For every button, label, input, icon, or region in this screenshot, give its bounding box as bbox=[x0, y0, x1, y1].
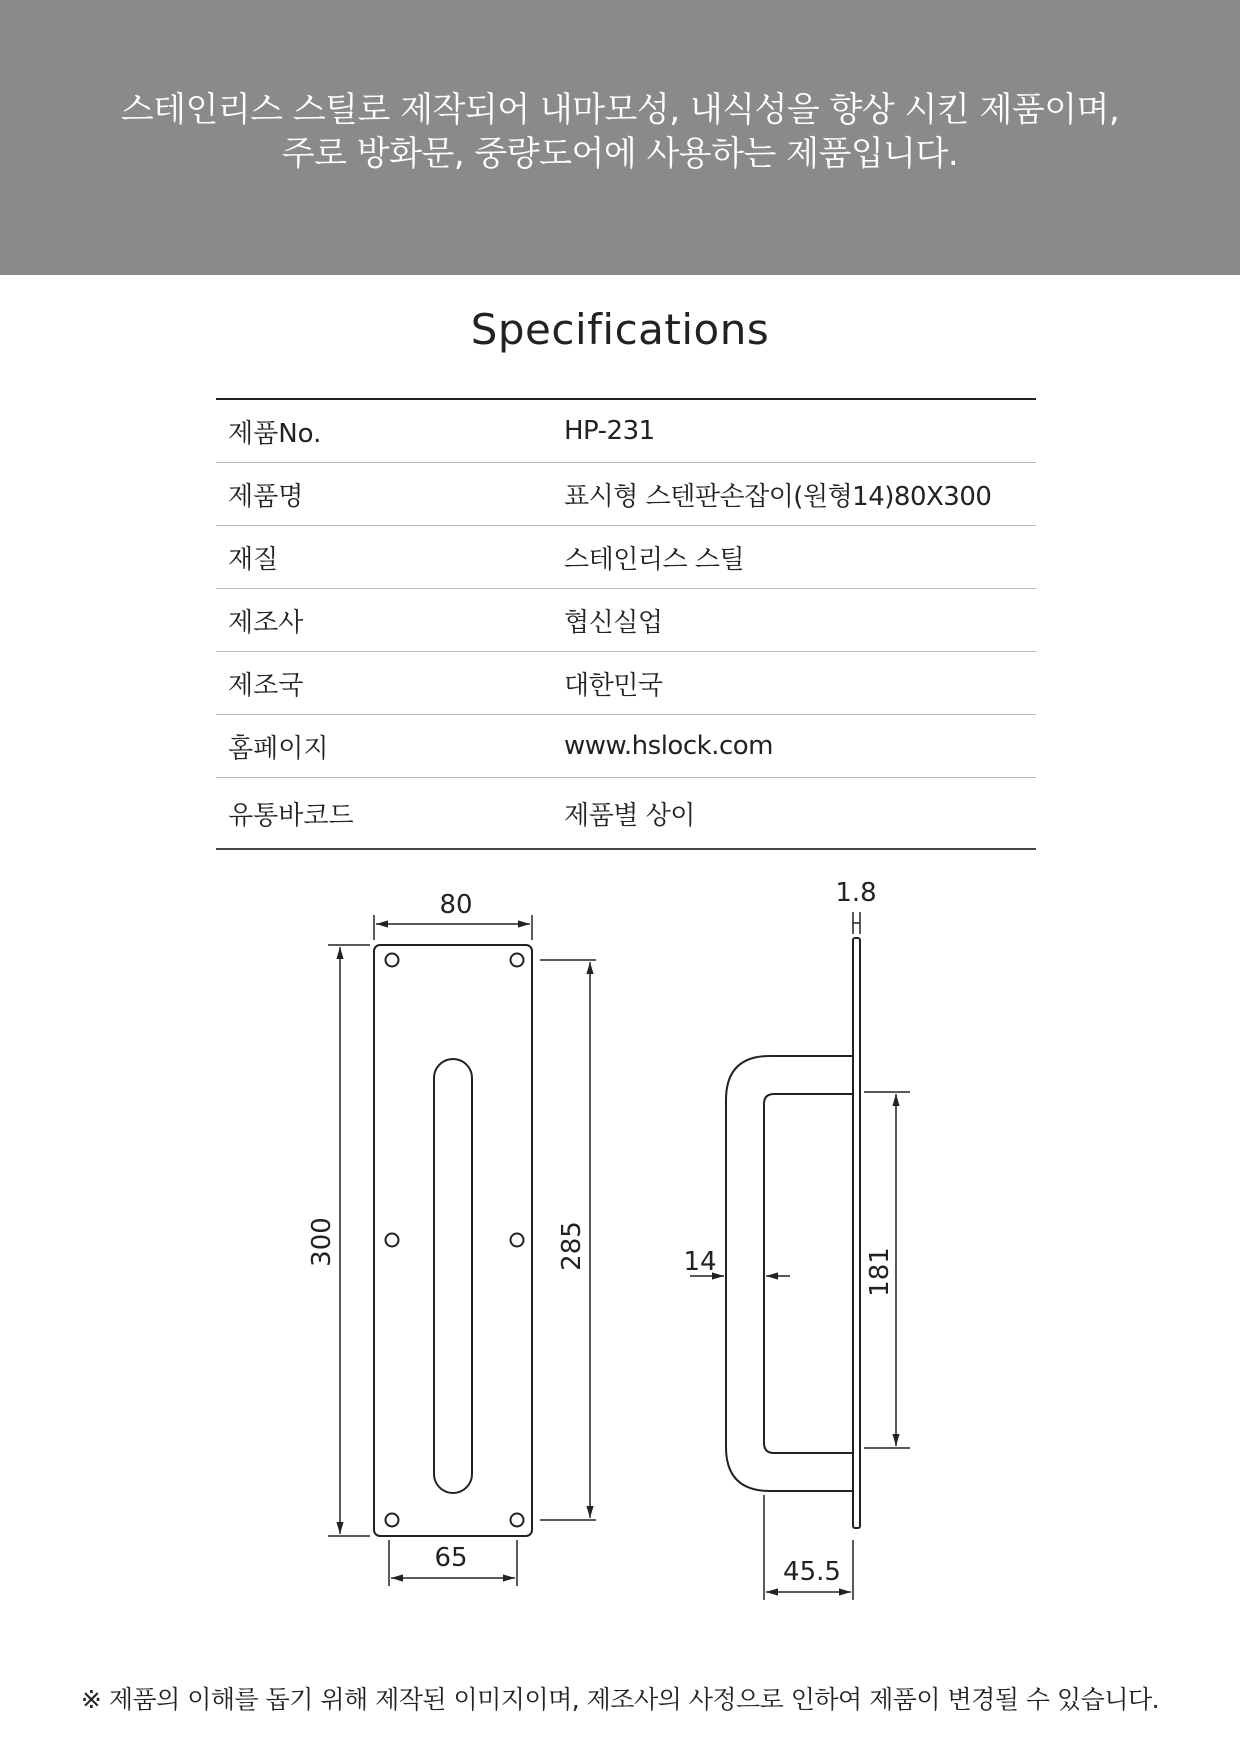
screw-hole bbox=[511, 1234, 524, 1247]
spec-row-barcode bbox=[216, 778, 1036, 848]
screw-hole bbox=[386, 954, 399, 967]
front-view bbox=[328, 915, 596, 1586]
spec-value: 협신실업 bbox=[564, 607, 663, 638]
dim-grip-length-label: 181 bbox=[865, 1247, 895, 1297]
disclaimer-note: ※ 제품의 이해를 돕기 위해 제작된 이미지이며, 제조사의 사정으로 인하여 제품이 변경될 수 있습니다. bbox=[80, 1685, 1160, 1714]
spec-row-country bbox=[216, 652, 1036, 715]
spec-label: 유통바코드 bbox=[228, 800, 354, 831]
screw-hole bbox=[386, 1514, 399, 1527]
spec-value: 제품별 상이 bbox=[564, 800, 695, 831]
screw-hole bbox=[511, 954, 524, 967]
spec-label: 제조국 bbox=[228, 670, 304, 701]
dim-rod-diameter-label: 14 bbox=[683, 1247, 717, 1277]
intro-banner bbox=[0, 0, 1240, 275]
spec-row-material bbox=[216, 526, 1036, 589]
spec-value: 대한민국 bbox=[564, 670, 663, 701]
spec-value: www.hslock.com bbox=[564, 731, 773, 761]
technical-drawing bbox=[0, 860, 1240, 1620]
spec-value: HP-231 bbox=[564, 416, 655, 446]
spec-label: 제조사 bbox=[228, 607, 304, 638]
spec-table bbox=[216, 398, 1036, 850]
spec-label: 제품명 bbox=[228, 481, 304, 512]
dim-projection-label: 45.5 bbox=[783, 1557, 841, 1587]
spec-label: 홈페이지 bbox=[228, 733, 329, 764]
spec-value: 표시형 스텐판손잡이(원형14)80X300 bbox=[564, 481, 992, 512]
dim-hole-horizontal-label: 65 bbox=[434, 1543, 468, 1573]
plate-profile bbox=[853, 938, 860, 1528]
spec-row-product-no bbox=[216, 400, 1036, 463]
screw-hole bbox=[386, 1234, 399, 1247]
spec-row-product-name bbox=[216, 463, 1036, 526]
specifications-title: Specifications bbox=[470, 305, 770, 354]
spec-row-manufacturer bbox=[216, 589, 1036, 652]
dim-height-label: 300 bbox=[307, 1217, 337, 1267]
spec-label: 제품No. bbox=[228, 418, 322, 449]
dim-hole-vertical-label: 285 bbox=[557, 1221, 587, 1271]
spec-value: 스테인리스 스틸 bbox=[564, 544, 745, 575]
intro-line-2: 주로 방화문, 중량도어에 사용하는 제품입니다. bbox=[281, 133, 959, 174]
spec-label: 재질 bbox=[228, 544, 279, 575]
handle-slot bbox=[434, 1059, 472, 1493]
intro-line-1: 스테인리스 스틸로 제작되어 내마모성, 내식성을 향상 시킨 제품이며, bbox=[120, 89, 1120, 130]
grip-outer-profile bbox=[726, 1056, 853, 1491]
dim-width-label: 80 bbox=[439, 890, 473, 920]
grip-inner-profile bbox=[764, 1094, 853, 1453]
spec-row-homepage bbox=[216, 715, 1036, 778]
dim-plate-thickness-label: 1.8 bbox=[835, 878, 877, 908]
screw-hole bbox=[511, 1514, 524, 1527]
